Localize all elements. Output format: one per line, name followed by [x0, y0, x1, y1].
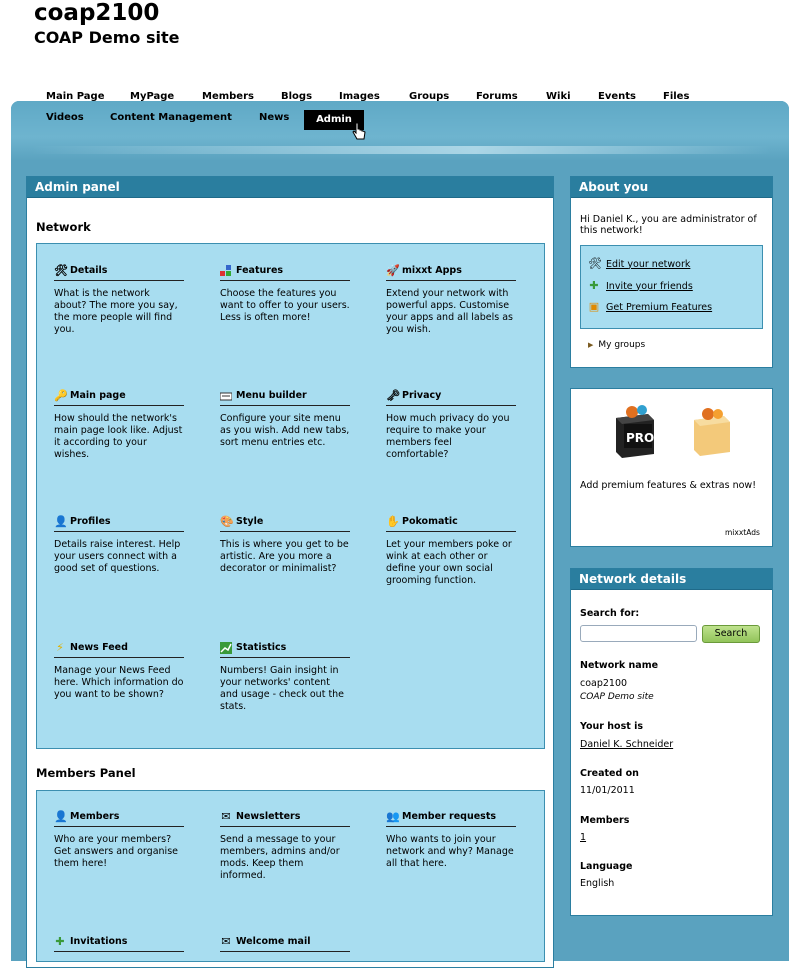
feature-details[interactable] [54, 264, 184, 336]
nav-news[interactable]: News [259, 112, 290, 123]
network-details-header: Network details [571, 569, 772, 590]
palette-icon: 🎨 [220, 514, 234, 528]
user-icon: 👤 [54, 514, 68, 528]
about-greeting: Hi Daniel K., you are administrator of this network! [580, 214, 757, 236]
feature-title: Details [70, 265, 108, 276]
ads-panel [570, 388, 773, 547]
my-groups-link[interactable] [588, 340, 645, 350]
host-link[interactable]: Daniel K. Schneider [580, 739, 674, 750]
feature-desc: Send a message to your members, admins and/or mods. Keep them informed. [220, 834, 340, 881]
link-label: Edit your network [606, 258, 691, 270]
feature-members[interactable] [54, 810, 184, 870]
feature-title: Style [236, 516, 264, 527]
premium-icon: ▣ [588, 300, 600, 313]
feature-desc: Choose the features you want to offer to your users. Less is often more! [220, 288, 350, 323]
nav-events[interactable]: Events [598, 91, 636, 102]
premium-features-link[interactable] [588, 301, 712, 313]
invite-icon: ✚ [589, 279, 599, 292]
extras-box-image[interactable] [690, 406, 736, 460]
nav-forums[interactable]: Forums [476, 91, 518, 102]
nav-members[interactable]: Members [202, 91, 254, 102]
feature-title: Welcome mail [236, 936, 311, 947]
feature-statistics[interactable] [220, 641, 350, 713]
search-button[interactable]: Search [702, 625, 760, 643]
nav-content-management[interactable]: Content Management [110, 112, 232, 123]
chart-icon [220, 642, 232, 654]
network-name-label: Network name [580, 660, 659, 671]
feature-title: Statistics [236, 642, 287, 653]
feature-title: Features [236, 265, 284, 276]
feature-title: Member requests [402, 811, 497, 822]
site-subtitle: COAP Demo site [34, 28, 180, 47]
invite-icon: ✚ [55, 934, 65, 948]
feature-mixxt-apps[interactable] [386, 264, 516, 336]
tools-icon: 🛠 [588, 257, 602, 270]
key-icon: 🔑 [54, 388, 68, 402]
feature-title: Members [70, 811, 120, 822]
nav-groups[interactable]: Groups [409, 91, 450, 102]
menu-icon [220, 390, 232, 402]
frame-divider [31, 146, 771, 154]
feature-title: Newsletters [236, 811, 301, 822]
members-label: Members [580, 815, 630, 826]
user-add-icon: 👥 [386, 809, 400, 823]
triangle-right-icon: ▶ [588, 341, 594, 349]
feature-title: Invitations [70, 936, 128, 947]
feature-profiles[interactable] [54, 515, 184, 575]
ads-credit: mixxtAds [725, 528, 760, 537]
nav-blogs[interactable]: Blogs [281, 91, 313, 102]
rocket-icon: 🚀 [386, 263, 400, 277]
feature-desc: Who wants to join your network and why? Manage all that here. [386, 834, 514, 869]
lightning-icon: ⚡ [56, 640, 64, 654]
link-label: Get Premium Features [606, 301, 713, 313]
feature-welcome-mail[interactable] [220, 935, 350, 952]
feature-main-page[interactable] [54, 389, 184, 461]
language-label: Language [580, 861, 633, 872]
feature-features[interactable] [220, 264, 350, 324]
nav-wiki[interactable]: Wiki [546, 91, 571, 102]
network-name-sub: COAP Demo site [580, 692, 654, 702]
feature-desc: Let your members poke or wink at each other or define your own social grooming function. [386, 539, 512, 586]
feature-desc: This is where you get to be artistic. Are you more a decorator or minimalist? [220, 539, 349, 574]
feature-title: mixxt Apps [402, 265, 462, 276]
user-icon: 👤 [54, 809, 68, 823]
feature-menu-builder[interactable] [220, 389, 350, 449]
language-value: English [580, 878, 615, 889]
feature-desc: What is the network about? The more you say, the more people will find you. [54, 288, 178, 335]
admin-panel-header: Admin panel [27, 177, 553, 198]
search-input[interactable] [580, 625, 697, 642]
feature-desc: Extend your network with powerful apps. Customise your apps and all labels as you wish. [386, 288, 513, 335]
pro-label: PRO [626, 431, 655, 445]
feature-member-requests[interactable] [386, 810, 516, 870]
feature-newsletters[interactable] [220, 810, 350, 882]
feature-privacy[interactable] [386, 389, 516, 461]
network-name-value: coap2100 [580, 678, 628, 689]
pro-box-image[interactable] [610, 404, 660, 462]
mail-icon: ✉ [221, 934, 231, 948]
created-label: Created on [580, 768, 639, 779]
ads-text[interactable]: Add premium features & extras now! [580, 480, 757, 491]
feature-style[interactable] [220, 515, 350, 575]
feature-desc: Details raise interest. Help your users connect with a good set of questions. [54, 539, 181, 574]
feature-invitations[interactable] [54, 935, 184, 952]
nav-images[interactable]: Images [339, 91, 380, 102]
feature-desc: Manage your News Feed here. Which information do you want to be shown? [54, 665, 184, 700]
key-icon: 🗝 [386, 388, 400, 402]
feature-title: Profiles [70, 516, 111, 527]
search-label: Search for: [580, 608, 640, 619]
feature-desc: Numbers! Gain insight in your networks' content and usage - check out the stats. [220, 665, 345, 712]
feature-desc: How much privacy do you require to make your members feel comfortable? [386, 413, 510, 460]
feature-desc: Who are your members? Get answers and organise them here! [54, 834, 178, 869]
network-heading: Network [36, 220, 91, 234]
nav-mypage[interactable]: MyPage [130, 91, 175, 102]
nav-main-page[interactable]: Main Page [46, 91, 105, 102]
feature-title: Privacy [402, 390, 442, 401]
site-title: coap2100 [34, 0, 160, 26]
hand-cursor-icon [352, 122, 366, 146]
feature-title: Pokomatic [402, 516, 458, 527]
edit-network-link[interactable] [588, 258, 690, 270]
feature-title: Menu builder [236, 390, 307, 401]
mail-icon: ✉ [221, 809, 231, 823]
feature-desc: Configure your site menu as you wish. Add new tabs, sort menu entries etc. [220, 413, 350, 448]
poke-icon: ✋ [386, 514, 400, 528]
link-label: Invite your friends [606, 280, 693, 292]
feature-pokomatic[interactable] [386, 515, 516, 587]
members-count-link[interactable]: 1 [580, 832, 587, 843]
invite-friends-link[interactable] [588, 280, 693, 292]
blocks-icon [220, 265, 232, 277]
nav-files[interactable]: Files [663, 91, 690, 102]
feature-news-feed[interactable] [54, 641, 184, 701]
feature-desc: How should the network's main page look like. Adjust it according to your wishes. [54, 413, 183, 460]
tab-admin[interactable]: Admin [304, 110, 364, 130]
host-label: Your host is [580, 721, 643, 732]
my-groups-label: My groups [598, 340, 646, 350]
nav-videos[interactable]: Videos [46, 112, 84, 123]
members-panel-heading: Members Panel [36, 766, 136, 780]
tools-icon: 🛠 [54, 263, 68, 277]
feature-title: Main page [70, 390, 126, 401]
about-panel-header: About you [571, 177, 772, 198]
created-value: 11/01/2011 [580, 785, 635, 796]
feature-title: News Feed [70, 642, 128, 653]
